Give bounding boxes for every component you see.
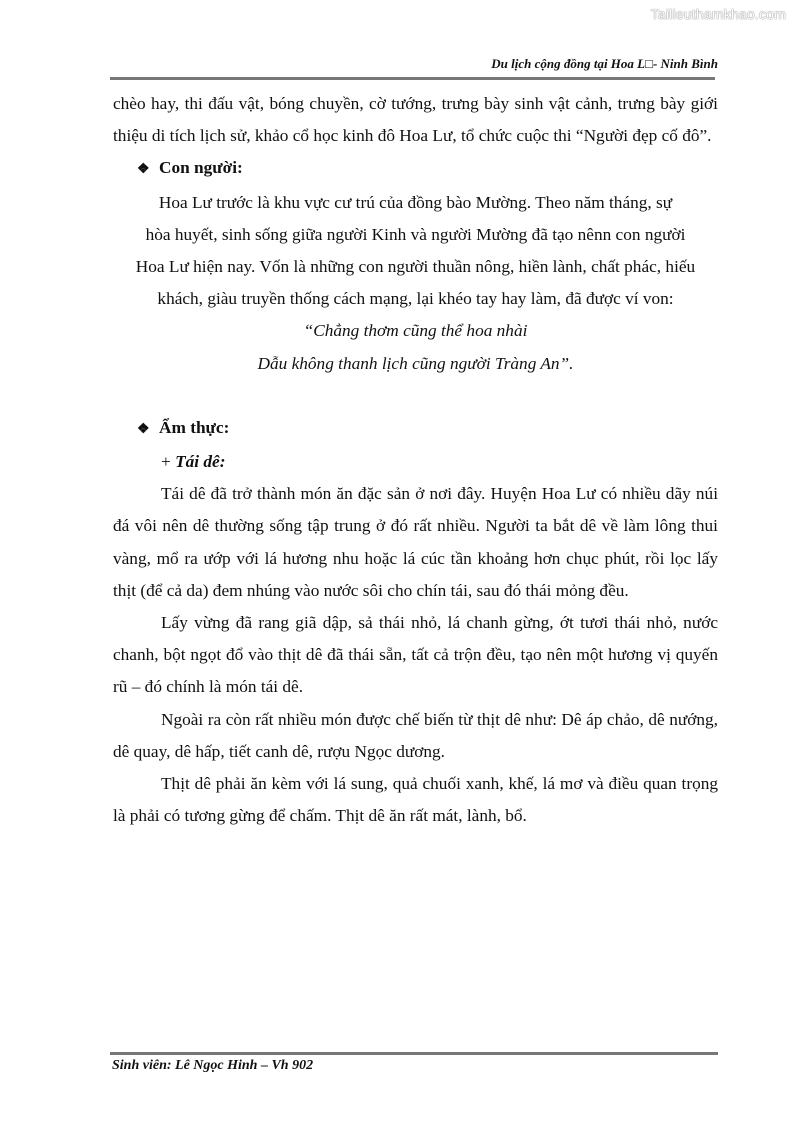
subheading-title: Tái dê: bbox=[175, 452, 226, 472]
footer-divider bbox=[110, 1052, 718, 1055]
people-line-3: Hoa Lư hiện nay. Vốn là những con người thuần nông, hiền lành, chất phác, hiếu bbox=[135, 257, 696, 277]
cuisine-paragraph: Ngoài ra còn rất nhiều món được chế biến từ thịt dê như: Dê áp chảo, dê nướng, dê quay, dê hấp, tiết canh dê, rượu Ngọc dương. bbox=[113, 709, 718, 761]
people-line-1: Hoa Lư trước là khu vực cư trú của đồng bào Mường. Theo năm tháng, sự bbox=[158, 192, 673, 212]
subheading-prefix: + bbox=[161, 452, 176, 472]
people-line-2: hòa huyết, sinh sống giữa người Kinh và người Mường đã tạo nênn con người bbox=[145, 224, 686, 244]
diamond-bullet-icon: ❖ bbox=[137, 421, 150, 437]
section-title: Ẩm thực: bbox=[159, 417, 230, 437]
cuisine-paragraph: Lấy vừng đã rang giã dập, sả thái nhỏ, lá chanh gừng, ớt tươi thái nhỏ, nước chanh, bột ngọt đổ vào thịt dê đã thái sẵn, tất cả trộn đều, tạo nên một hương vị quyến rũ – đó chính là món tái dê. bbox=[113, 613, 718, 697]
running-header: Du lịch cộng đồng tại Hoa L□- Ninh Bình bbox=[491, 56, 718, 71]
people-line-4: khách, giàu truyền thống cách mạng, lại khéo tay hay làm, đã được ví von: bbox=[157, 289, 674, 309]
page-content bbox=[113, 88, 718, 832]
cuisine-paragraph: Thịt dê phải ăn kèm với lá sung, quả chuối xanh, khế, lá mơ và điều quan trọng là phải có tương gừng để chấm. Thịt dê ăn rất mát, lành, bổ. bbox=[113, 774, 718, 826]
header-divider bbox=[110, 77, 715, 80]
poem-line-1: “Chẳng thơm cũng thể hoa nhài bbox=[303, 321, 528, 341]
subheading-tai-de bbox=[113, 446, 718, 478]
section-heading-cuisine bbox=[113, 412, 718, 446]
cuisine-paragraph: Tái dê đã trở thành món ăn đặc sản ở nơi đây. Huyện Hoa Lư có nhiều dãy núi đá vôi nên dê thường sống tập trung ở đó rất nhiều. Người ta bắt dê về làm lông thui vàng, mổ ra ướp với lá hương nhu hoặc lá cúc tần khoảng hơn chục phút, rồi lọc lấy thịt (để cả da) đem nhúng vào nước sôi cho chín tái, sau đó thái mỏng đều. bbox=[113, 484, 718, 600]
footer-author: Sinh viên: Lê Ngọc Hinh – Vh 902 bbox=[112, 1058, 314, 1073]
poem-line-2: Dẫu không thanh lịch cũng người Tràng An”. bbox=[257, 353, 574, 373]
watermark: Tailieuthamkhao.com bbox=[650, 6, 786, 22]
section-heading-people bbox=[113, 152, 718, 186]
diamond-bullet-icon: ❖ bbox=[137, 162, 150, 178]
section-title: Con người: bbox=[159, 158, 243, 178]
intro-paragraph: chèo hay, thi đấu vật, bóng chuyền, cờ tướng, trưng bày sinh vật cảnh, trưng bày giới thiệu di tích lịch sử, khảo cổ học kinh đô Hoa Lư, tổ chức cuộc thi “Người đẹp cố đô”. bbox=[113, 94, 718, 146]
spacer bbox=[113, 380, 718, 412]
